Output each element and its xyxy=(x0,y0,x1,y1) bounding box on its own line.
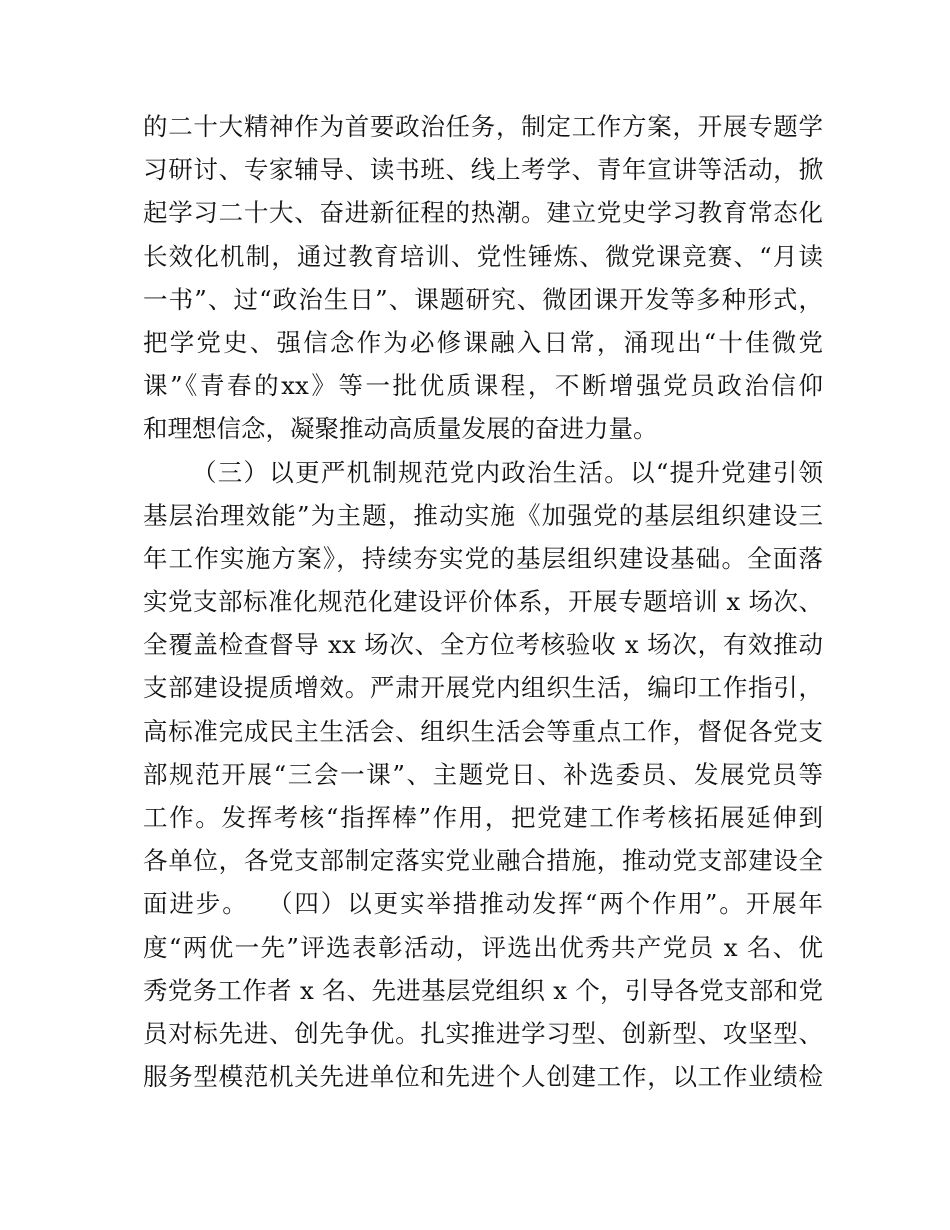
text-line: 度“两优一先”评选表彰活动，评选出优秀共产党员 x 名、优 xyxy=(143,932,823,962)
text-line: 高标准完成民主生活会、组织生活会等重点工作，督促各党支 xyxy=(143,716,823,746)
text-line: 员对标先进、创先争优。扎实推进学习型、创新型、攻坚型、 xyxy=(143,1018,823,1048)
text-line: 支部建设提质增效。严肃开展党内组织生活，编印工作指引， xyxy=(143,673,823,703)
text-line: 面进步。 （四）以更实举措推动发挥“两个作用”。开展年 xyxy=(143,889,823,919)
text-line: 起学习二十大、奋进新征程的热潮。建立党史学习教育常态化 xyxy=(143,198,823,228)
text-line: 部规范开展“三会一课”、主题党日、补选委员、发展党员等 xyxy=(143,759,823,789)
text-line: 全覆盖检查督导 xx 场次、全方位考核验收 x 场次，有效推动 xyxy=(143,630,823,660)
text-line: 工作。发挥考核“指挥棒”作用，把党建工作考核拓展延伸到 xyxy=(143,803,823,832)
text-line: 把学党史、强信念作为必修课融入日常，涌现出“十佳微党 xyxy=(143,327,823,357)
text-line: 长效化机制，通过教育培训、党性锤炼、微党课竞赛、“月读 xyxy=(143,241,823,271)
text-line: 服务型模范机关先进单位和先进个人创建工作，以工作业绩检 xyxy=(143,1062,823,1092)
text-line: 基层治理效能”为主题，推动实施《加强党的基层组织建设三 xyxy=(143,500,823,530)
text-line: 的二十大精神作为首要政治任务，制定工作方案，开展专题学 xyxy=(143,112,823,141)
text-line: （三）以更严机制规范党内政治生活。以“提升党建引领 xyxy=(192,457,823,487)
text-line: 习研讨、专家辅导、读书班、线上考学、青年宣讲等活动，掀 xyxy=(143,155,823,185)
text-line: 实党支部标准化规范化建设评价体系，开展专题培训 x 场次、 xyxy=(143,587,823,617)
document-body xyxy=(143,105,823,1098)
text-line: 课”《青春的xx》等一批优质课程，不断增强党员政治信仰 xyxy=(143,371,823,401)
text-line: 秀党务工作者 x 名、先进基层党组织 x 个，引导各党支部和党 xyxy=(143,975,823,1005)
text-line: 和理想信念，凝聚推动高质量发展的奋进力量。 xyxy=(143,414,658,444)
text-line: 一书”、过“政治生日”、课题研究、微团课开发等多种形式， xyxy=(143,284,823,314)
text-line: 各单位，各党支部制定落实党业融合措施，推动党支部建设全 xyxy=(143,846,823,876)
text-line: 年工作实施方案》，持续夯实党的基层组织建设基础。全面落 xyxy=(143,543,823,573)
